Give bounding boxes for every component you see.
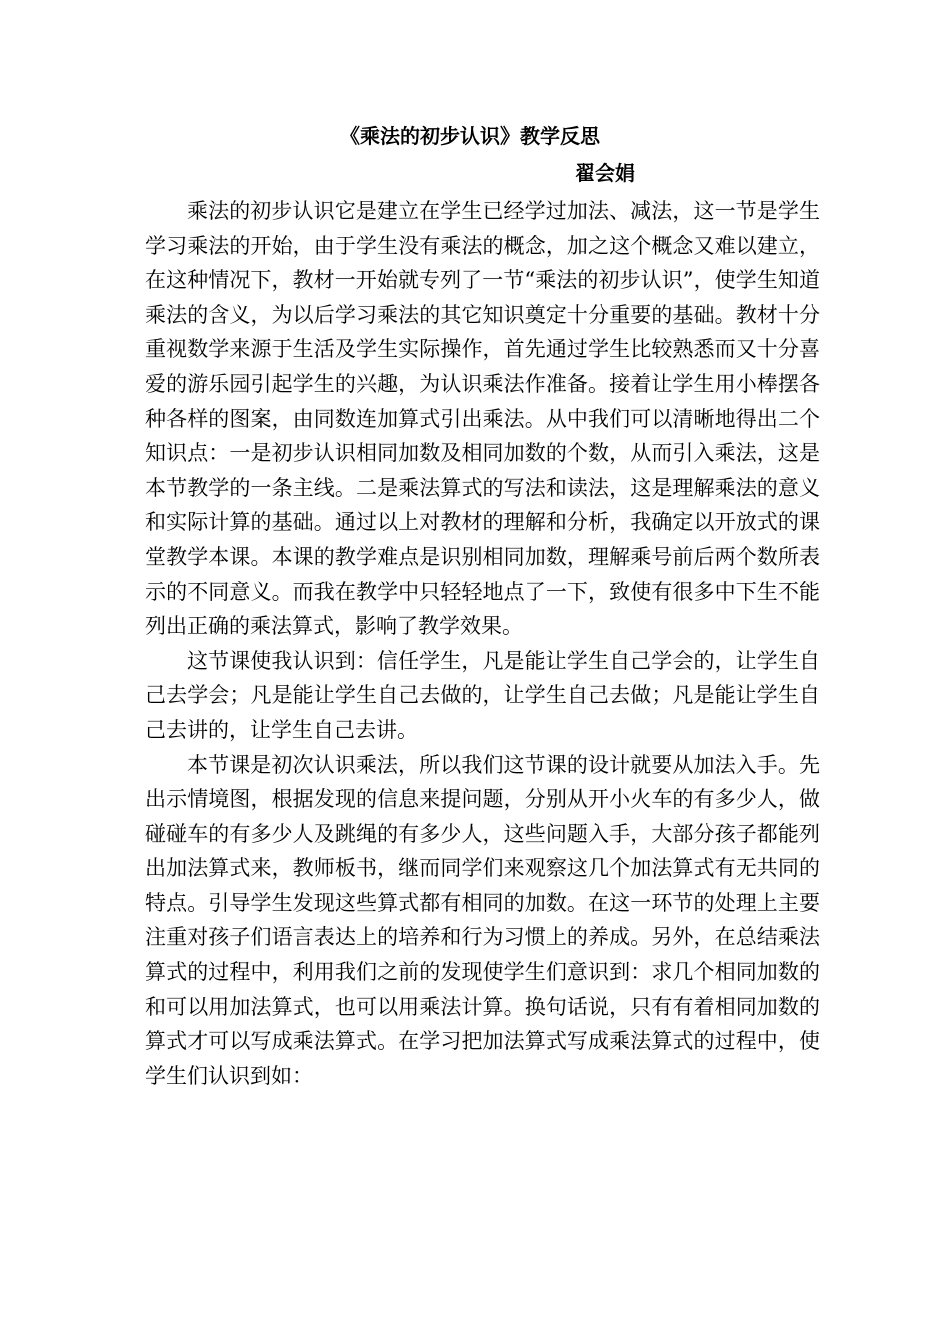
paragraph-2: 这节课使我认识到：信任学生，凡是能让学生自己学会的，让学生自己去学会；凡是能让学生自己去做的，让学生自己去做；凡是能让学生自己去讲的，让学生自己去讲。 (145, 648, 820, 742)
paragraph-1: 乘法的初步认识它是建立在学生已经学过加法、减法，这一节是学生学习乘法的开始，由于学生没有乘法的概念，加之这个概念又难以建立，在这种情况下，教材一开始就专列了一节“乘法的初步认识”，使学生知道乘法的含义，为以后学习乘法的其它知识奠定十分重要的基础。教材十分重视数学来源于生活及学生实际操作，首先通过学生比较熟悉而又十分喜爱的游乐园引起学生的兴趣，为认识乘法作准备。接着让学生用小棒摆各种各样的图案，由同数连加算式引出乘法。从中我们可以清晰地得出二个知识点：一是初步认识相同加数及相同加数的个数，从而引入乘法，这是本节教学的一条主线。二是乘法算式的写法和读法，这是理解乘法的意义和实际计算的基础。通过以上对教材的理解和分析，我确定以开放式的课堂教学本课。本课的教学难点是识别相同加数，理解乘号前后两个数所表示的不同意义。而我在教学中只轻轻地点了一下，致使有很多中下生不能列出正确的乘法算式，影响了教学效果。 (145, 199, 820, 639)
document-title: 《乘法的初步认识》教学反思 (340, 124, 600, 148)
document-author: 翟会娟 (575, 161, 635, 185)
paragraph-3: 本节课是初次认识乘法，所以我们这节课的设计就要从加法入手。先出示情境图，根据发现的信息来提问题，分别从开小火车的有多少人，做碰碰车的有多少人及跳绳的有多少人，这些问题入手，大部分孩子都能列出加法算式来，教师板书，继而同学们来观察这几个加法算式有无共同的特点。引导学生发现这些算式都有相同的加数。在这一环节的处理上主要注重对孩子们语言表达上的培养和行为习惯上的养成。另外，在总结乘法算式的过程中，利用我们之前的发现使学生们意识到：求几个相同加数的和可以用加法算式，也可以用乘法计算。换句话说，只有有着相同加数的算式才可以写成乘法算式。在学习把加法算式写成乘法算式的过程中，使学生们认识到如： (145, 752, 820, 1088)
document-body (145, 194, 820, 1093)
